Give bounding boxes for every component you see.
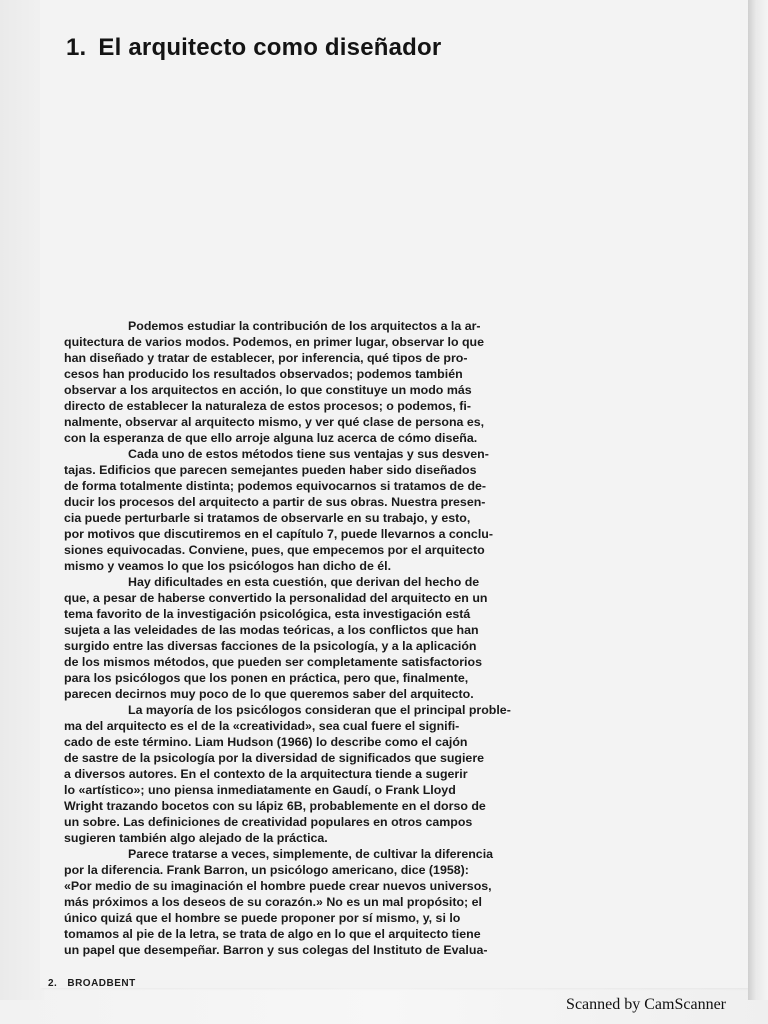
text-line: de forma totalmente distinta; podemos equivocarnos si tratamos de de-: [64, 479, 487, 493]
text-line: por la diferencia. Frank Barron, un psicólogo americano, dice (1958):: [64, 863, 469, 877]
page-number: 2.: [48, 978, 58, 989]
text-line: sujeta a las veleidades de las modas teóricas, a los conflictos que han: [64, 623, 479, 637]
text-line: siones equivocadas. Conviene, pues, que empecemos por el arquitecto: [64, 543, 485, 557]
text-line: que, a pesar de haberse convertido la personalidad del arquitecto en un: [64, 591, 488, 605]
chapter-title: El arquitecto como diseñador: [98, 34, 442, 61]
body-text: [64, 318, 564, 958]
text-line: directo de establecer la naturaleza de estos procesos; o podemos, fi-: [64, 399, 471, 413]
text-line: ma del arquitecto es el de la «creatividad», sea cual fuere el signifi-: [64, 719, 460, 733]
page-footer: [48, 978, 136, 989]
text-line: parecen decirnos muy poco de lo que queremos saber del arquitecto.: [64, 687, 474, 701]
text-line: cado de este término. Liam Hudson (1966) lo describe como el cajón: [64, 735, 468, 749]
text-line: tomamos al pie de la letra, se trata de algo en lo que el arquitecto tiene: [64, 927, 481, 941]
scanner-watermark: Scanned by CamScanner: [566, 996, 726, 1013]
text-line: con la esperanza de que ello arroje alguna luz acerca de cómo diseña.: [64, 431, 478, 445]
text-line: a diversos autores. En el contexto de la arquitectura tiende a sugerir: [64, 767, 468, 781]
text-line: La mayoría de los psicólogos consideran que el principal proble-: [128, 703, 511, 717]
text-line: Podemos estudiar la contribución de los arquitectos a la ar-: [128, 319, 481, 333]
text-line: de los mismos métodos, que pueden ser completamente satisfactorios: [64, 655, 482, 669]
text-line: «Por medio de su imaginación el hombre puede crear nuevos universos,: [64, 879, 492, 893]
chapter-heading: [66, 34, 441, 62]
text-line: más próximos a los deseos de su corazón.» No es un mal propósito; el: [64, 895, 482, 909]
text-line: tajas. Edificios que parecen semejantes pueden haber sido diseñados: [64, 463, 477, 477]
text-line: Wright trazando bocetos con su lápiz 6B, probablemente en el dorso de: [64, 799, 486, 813]
text-line: Parece tratarse a veces, simplemente, de cultivar la diferencia: [128, 847, 494, 861]
running-head: BROADBENT: [67, 978, 136, 989]
text-line: cia puede perturbarle si tratamos de observarle en su trabajo, y esto,: [64, 511, 471, 525]
text-line: surgido entre las diversas facciones de la psicología, y a la aplicación: [64, 639, 477, 653]
text-line: sugieren también algo alejado de la práctica.: [64, 831, 328, 845]
text-line: observar a los arquitectos en acción, lo que constituye un modo más: [64, 383, 472, 397]
text-line: para los psicólogos que los ponen en práctica, pero que, finalmente,: [64, 671, 469, 685]
scan-left-margin: [0, 0, 44, 1000]
text-line: de sastre de la psicología por la diversidad de significados que sugiere: [64, 751, 485, 765]
text-line: mismo y veamos lo que los psicólogos han dicho de él.: [64, 559, 392, 573]
text-line: nalmente, observar al arquitecto mismo, y ver qué clase de persona es,: [64, 415, 485, 429]
text-line: Hay dificultades en esta cuestión, que derivan del hecho de: [128, 575, 480, 589]
text-line: un papel que desempeñar. Barron y sus colegas del Instituto de Evalua-: [64, 943, 488, 957]
chapter-number: 1.: [66, 34, 87, 61]
text-line: quitectura de varios modos. Podemos, en primer lugar, observar lo que: [64, 335, 485, 349]
text-line: lo «artístico»; uno piensa inmediatamente en Gaudí, o Frank Lloyd: [64, 783, 456, 797]
text-line: han diseñado y tratar de establecer, por inferencia, qué tipos de pro-: [64, 351, 468, 365]
text-line: único quizá que el hombre se puede proponer por sí mismo, y, si lo: [64, 911, 461, 925]
text-line: por motivos que discutiremos en el capítulo 7, puede llevarnos a conclu-: [64, 527, 493, 541]
text-line: Cada uno de estos métodos tiene sus ventajas y sus desven-: [128, 447, 489, 461]
text-line: cesos han producido los resultados observados; podemos también: [64, 367, 463, 381]
page-edge-shadow: [748, 0, 768, 1000]
text-line: un sobre. Las definiciones de creatividad populares en otros campos: [64, 815, 473, 829]
text-line: tema favorito de la investigación psicológica, esta investigación está: [64, 607, 471, 621]
text-line: ducir los procesos del arquitecto a partir de sus obras. Nuestra presen-: [64, 495, 486, 509]
